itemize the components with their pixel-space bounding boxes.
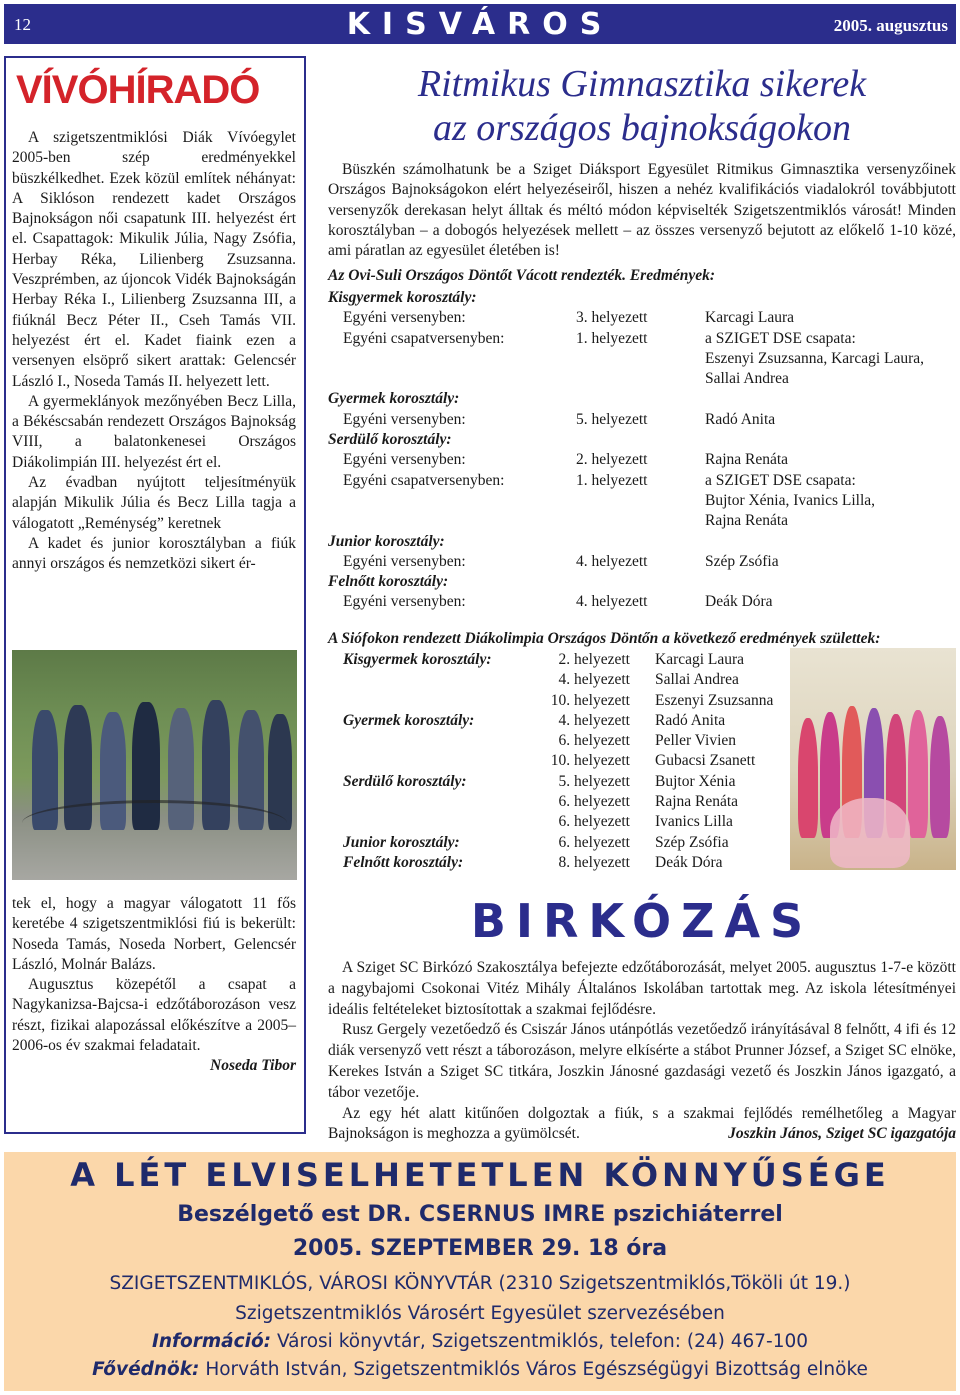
wrestling-signature: Joszkin János, Sziget SC igazgatója [728,1125,956,1143]
event-datetime: 2005. SZEPTEMBER 29. 18 óra [292,1236,668,1261]
siofok-place: 6. helyezett [558,732,630,750]
category-heading: Kisgyermek korosztály: [328,289,477,306]
result-row [328,349,956,369]
result-row [328,410,956,430]
siofok-title: A Siófokon rendezett Diákolimpia Országos Döntőn a következő eredmények születtek: [328,630,881,647]
wrestling-text [328,958,956,1145]
result-row [328,329,956,349]
siofok-row [328,650,788,670]
result-event: Egyéni versenyben: [343,451,466,469]
siofok-place: 4. helyezett [558,671,630,689]
siofok-row [328,670,788,690]
siofok-place: 6. helyezett [558,793,630,811]
result-row [328,308,956,328]
result-name: Radó Anita [705,410,776,428]
category-heading: Serdülő korosztály: [328,431,452,449]
result-place: 4. helyezett [576,593,648,611]
page-header [4,4,956,44]
siofok-place: 2. helyezett [558,651,630,668]
result-name: a SZIGET DSE csapata: [705,329,856,347]
siofok-name: Eszenyi Zsuzsanna [655,691,774,709]
siofok-name: Ivanics Lilla [655,813,733,831]
siofok-name: Karcagi Laura [655,651,745,668]
result-event: Egyéni versenyben: [343,410,466,428]
event-info-text: Városi könyvtár, Szigetszentmiklós, telefon: (24) 467-100 [271,1331,809,1352]
result-name: Rajna Renáta [705,451,789,469]
fencing-text-bottom [12,894,296,1077]
wrestling-title: BIRKÓZÁS [470,894,814,948]
siofok-place: 4. helyezett [558,711,630,729]
fencing-signature: Noseda Tibor [210,1057,296,1075]
siofok-name: Bujtor Xénia [655,772,736,790]
siofok-place: 10. helyezett [550,691,630,709]
result-name: Bujtor Xénia, Ivanics Lilla, [705,491,876,509]
result-place: 2. helyezett [576,451,648,469]
siofok-row [328,812,788,832]
fencing-team-photo [12,650,297,880]
result-row [328,450,956,470]
fencing-text-top [12,128,296,575]
event-banner [4,1152,956,1391]
result-event: Egyéni versenyben: [343,593,466,611]
siofok-category: Kisgyermek korosztály: [343,651,492,668]
result-name: Eszenyi Zsuzsanna, Karcagi Laura, [705,349,925,367]
event-info-label: Információ: [151,1331,272,1352]
siofok-place: 10. helyezett [550,752,630,770]
siofok-name: Deák Dóra [655,853,723,871]
event-info [4,1331,956,1352]
siofok-row [328,772,788,792]
siofok-name: Radó Anita [655,711,726,729]
siofok-results [328,650,788,873]
event-venue: SZIGETSZENTMIKLÓS, VÁROSI KÖNYVTÁR (2310 Szigetszentmiklós,Tököli út 19.) [109,1273,851,1294]
siofok-row [328,792,788,812]
fencing-paragraph: A szigetszentmiklósi Diák Vívóegylet 2005-ben szép eredményekkel büszkélkedhet. Ezek közül említek néhányat: A Siklóson rendezett kadet Országos Bajnokságon női csapatunk III. helyezést ért el. Csapattagok: Mikulik Júlia, Nagy Zsófia, Herbay Réka, Lilienberg Zsuzsanna. Veszprémben, az újoncok Vidék Bajnokságán Herbay Réka I., Lilienberg Zsuzsanna III, a fiúknál Becz Péter II., Cseh Tamás VII. helyezést ért el. Kadet fiaink ezen a versenyen elsöprő sikert arattak: Gelencsér László I., Noseda Tamás II. helyezett lett. [12,129,296,390]
wrestling-paragraph: Rusz Gergely vezetőedző és Csiszár János utánpótlás vezetőedző irányításával 8 felnőtt, 4 ifi és 12 diák versenyző vett részt a táborozáson, melyre elkísérte a stábot Prunner József, a Sziget SC elnöke, Kerekes István a Sziget SC titkára, Joszkin Jánosné gazdasági vezető és Joszkin János igazgató, a tábor vezetője. [328,1021,956,1101]
wrestling-paragraph-text: Az egy hét alatt kitűnően dolgoztak a fiúk, s a szakmai fejlődés remélhetőleg a Magyar Bajnokságon is meghozza a gyümölcsét. [328,1104,956,1143]
fencing-paragraph: A kadet és junior korosztályban a fiúk annyi országos és nemzetközi sikert ér- [12,534,296,573]
siofok-name: Sallai Andrea [655,671,739,689]
siofok-name: Peller Vivien [655,732,737,750]
siofok-place: 6. helyezett [558,813,630,831]
event-patron [4,1359,956,1380]
result-name: a SZIGET DSE csapata: [705,471,856,489]
result-name: Szép Zsófia [705,552,779,570]
siofok-category: Felnőtt korosztály: [343,853,464,871]
result-name: Rajna Renáta [705,512,789,530]
result-name: Deák Dóra [705,593,773,611]
result-name: Karcagi Laura [705,309,795,327]
result-event: Egyéni versenyben: [343,309,466,327]
event-organizer: Szigetszentmiklós Városért Egyesület szervezésében [235,1303,725,1324]
result-row [328,369,956,389]
result-place: 4. helyezett [576,552,648,570]
siofok-row [328,833,788,853]
event-subtitle: Beszélgető est DR. CSERNUS IMRE pszichiáterrel [177,1202,783,1227]
gymnastics-title-line1: Ritmikus Gimnasztika sikerek [417,63,867,105]
event-patron-label: Fővédnök: [92,1359,200,1380]
result-row [328,552,956,572]
category-heading: Junior korosztály: [328,532,445,550]
masthead-title: KISVÁROS [346,7,614,42]
result-event: Egyéni csapatversenyben: [343,471,505,489]
result-place: 3. helyezett [576,309,648,327]
siofok-row [328,711,788,731]
page-number: 12 [14,15,31,34]
siofok-row [328,853,788,873]
siofok-row [328,731,788,751]
result-place: 1. helyezett [576,329,648,347]
siofok-category: Gyermek korosztály: [343,711,475,729]
wrestling-paragraph: A Sziget SC Birkózó Szakosztálya befejezte edzőtáborozását, melyet 2005. augusztus 1-7-e között a nagybajomi Csokonai Vitéz Mihály Általános Iskolában tartottak meg. Az iskola létesítményei ideális feltételeket biztosítottak a szakmai fejlődésre. [328,959,956,1018]
siofok-category: Serdülő korosztály: [343,772,467,790]
category-heading: Gyermek korosztály: [328,390,460,408]
issue-date: 2005. augusztus [833,16,948,35]
result-place: 5. helyezett [576,410,648,428]
siofok-place: 6. helyezett [558,833,630,851]
fencing-paragraph: Az évadban nyújtott teljesítményük alapján Mikulik Júlia és Becz Lilla tagja a válogatott „Reménység” keretnek [12,474,296,532]
result-event: Egyéni versenyben: [343,552,466,570]
siofok-name: Szép Zsófia [655,833,729,851]
result-row [328,511,956,531]
fencing-title: VÍVÓHÍRADÓ [16,68,260,112]
fencing-paragraph: A gyermeklányok mezőnyében Becz Lilla, a Békéscsabán rendezett Országos Bajnokság VIII, a balatonkenesei Országos Diákolimpián III. helyezést ért el. [12,392,296,471]
category-heading: Felnőtt korosztály: [328,573,449,591]
gymnastics-results [328,288,956,613]
gymnastics-intro: Büszkén számolhatunk be a Sziget Diáksport Egyesület Ritmikus Gimnasztika versenyzőinek Országos Bajnokságokon elért helyezéseiről, hiszen a nehéz kvalifikációs viadalokról továbbjutott versenyzők derekasan helyt álltak és méltó módon képviselték Szigetszentmiklós városát! Minden korosztályban – a dobogós helyezések mellett – az összes versenyző bejutott az előkelő 1-10 közé, ami páratlan az egyesület életében is! [328,161,956,260]
result-place: 1. helyezett [576,471,648,489]
result-event: Egyéni csapatversenyben: [343,329,505,347]
gymnasts-photo [790,648,956,870]
siofok-name: Rajna Renáta [655,793,739,811]
event-patron-text: Horváth István, Szigetszentmiklós Város Egészségügyi Bizottság elnöke [199,1359,868,1380]
siofok-name: Gubacsi Zsanett [655,752,756,770]
event-headline: A LÉT ELVISELHETETLEN KÖNNYŰSÉGE [70,1156,890,1194]
siofok-place: 5. helyezett [558,772,630,790]
gymnastics-title [328,62,956,150]
result-row [328,592,956,612]
result-row [328,471,956,491]
wrestling-paragraph [328,1104,956,1146]
siofok-row [328,751,788,771]
result-row [328,491,956,511]
siofok-place: 8. helyezett [558,853,630,871]
gymnastics-vac-note: Az Ovi-Suli Országos Döntőt Vácott rendezték. Eredmények: [328,267,716,284]
siofok-row [328,691,788,711]
fencing-paragraph: tek el, hogy a magyar válogatott 11 fős keretébe 4 szigetszentmiklósi fiú is bekerült: Noseda Tamás, Noseda Norbert, Gelencsér László, Molnár Balázs. [12,895,296,973]
siofok-category: Junior korosztály: [343,833,460,851]
fencing-paragraph: Augusztus közepétől a csapat a Nagykanizsa-Bajcsa-i edzőtáborozáson vesz részt, fizikai alapozással előkészítve a 2005–2006-os év szakmai feladatait. [12,976,296,1055]
result-name: Sallai Andrea [705,370,789,388]
gymnastics-title-line2: az országos bajnokságokon [432,107,852,149]
